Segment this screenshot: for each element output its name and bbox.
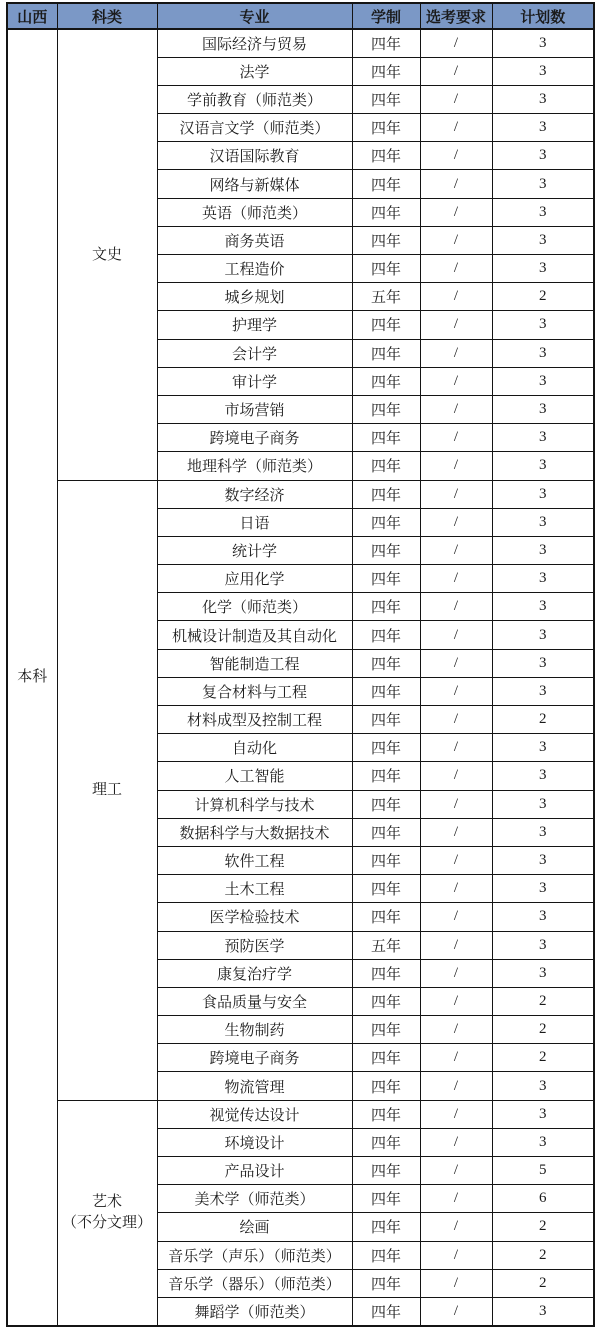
major-cell: 地理科学（师范类） bbox=[157, 452, 352, 480]
plan-count-cell: 3 bbox=[492, 536, 594, 564]
major-cell: 计算机科学与技术 bbox=[157, 790, 352, 818]
exam-req-cell: / bbox=[420, 987, 492, 1015]
col-header-exam-req: 选考要求 bbox=[420, 3, 492, 29]
duration-cell: 四年 bbox=[352, 1072, 420, 1100]
duration-cell: 四年 bbox=[352, 1213, 420, 1241]
plan-count-cell: 3 bbox=[492, 1072, 594, 1100]
plan-count-cell: 3 bbox=[492, 565, 594, 593]
category-cell bbox=[57, 480, 157, 1100]
duration-cell: 四年 bbox=[352, 29, 420, 57]
major-cell: 产品设计 bbox=[157, 1157, 352, 1185]
duration-cell: 四年 bbox=[352, 57, 420, 85]
table-header bbox=[7, 3, 594, 29]
duration-cell: 四年 bbox=[352, 621, 420, 649]
exam-req-cell: / bbox=[420, 1213, 492, 1241]
exam-req-cell: / bbox=[420, 226, 492, 254]
major-cell: 环境设计 bbox=[157, 1128, 352, 1156]
col-header-category: 科类 bbox=[57, 3, 157, 29]
exam-req-cell: / bbox=[420, 762, 492, 790]
exam-req-cell: / bbox=[420, 903, 492, 931]
exam-req-cell: / bbox=[420, 1157, 492, 1185]
category-label-line: （不分文理） bbox=[61, 1214, 152, 1231]
duration-cell: 四年 bbox=[352, 846, 420, 874]
major-cell: 跨境电子商务 bbox=[157, 424, 352, 452]
exam-req-cell: / bbox=[420, 508, 492, 536]
major-cell: 复合材料与工程 bbox=[157, 677, 352, 705]
major-cell: 生物制药 bbox=[157, 1016, 352, 1044]
major-cell: 音乐学（器乐）（师范类） bbox=[157, 1269, 352, 1297]
major-cell: 商务英语 bbox=[157, 226, 352, 254]
exam-req-cell: / bbox=[420, 1044, 492, 1072]
major-cell: 学前教育（师范类） bbox=[157, 85, 352, 113]
plan-count-cell: 3 bbox=[492, 790, 594, 818]
duration-cell: 四年 bbox=[352, 226, 420, 254]
plan-count-cell: 3 bbox=[492, 903, 594, 931]
duration-cell: 四年 bbox=[352, 395, 420, 423]
major-cell: 康复治疗学 bbox=[157, 959, 352, 987]
exam-req-cell: / bbox=[420, 593, 492, 621]
duration-cell: 四年 bbox=[352, 1128, 420, 1156]
duration-cell: 四年 bbox=[352, 706, 420, 734]
plan-count-cell: 3 bbox=[492, 480, 594, 508]
exam-req-cell: / bbox=[420, 818, 492, 846]
major-cell: 舞蹈学（师范类） bbox=[157, 1297, 352, 1325]
duration-cell: 四年 bbox=[352, 508, 420, 536]
exam-req-cell: / bbox=[420, 339, 492, 367]
major-cell: 网络与新媒体 bbox=[157, 170, 352, 198]
duration-cell: 四年 bbox=[352, 677, 420, 705]
plan-count-cell: 3 bbox=[492, 29, 594, 57]
plan-count-cell: 3 bbox=[492, 452, 594, 480]
category-label-line: 文史 bbox=[91, 246, 122, 263]
duration-cell: 四年 bbox=[352, 1157, 420, 1185]
major-cell: 人工智能 bbox=[157, 762, 352, 790]
exam-req-cell: / bbox=[420, 536, 492, 564]
plan-count-cell: 3 bbox=[492, 395, 594, 423]
major-cell: 应用化学 bbox=[157, 565, 352, 593]
plan-count-cell: 3 bbox=[492, 57, 594, 85]
plan-count-cell: 3 bbox=[492, 593, 594, 621]
duration-cell: 四年 bbox=[352, 536, 420, 564]
col-header-duration: 学制 bbox=[352, 3, 420, 29]
level-cell: 本科 bbox=[7, 29, 57, 1326]
duration-cell: 四年 bbox=[352, 255, 420, 283]
major-cell: 智能制造工程 bbox=[157, 649, 352, 677]
header-row bbox=[7, 3, 594, 29]
major-cell: 绘画 bbox=[157, 1213, 352, 1241]
category-cell bbox=[57, 29, 157, 480]
plan-count-cell: 3 bbox=[492, 734, 594, 762]
exam-req-cell: / bbox=[420, 198, 492, 226]
major-cell: 数字经济 bbox=[157, 480, 352, 508]
exam-req-cell: / bbox=[420, 170, 492, 198]
duration-cell: 四年 bbox=[352, 1100, 420, 1128]
plan-count-cell: 3 bbox=[492, 1100, 594, 1128]
major-cell: 工程造价 bbox=[157, 255, 352, 283]
exam-req-cell: / bbox=[420, 677, 492, 705]
exam-req-cell: / bbox=[420, 649, 492, 677]
col-header-major: 专业 bbox=[157, 3, 352, 29]
exam-req-cell: / bbox=[420, 1100, 492, 1128]
duration-cell: 四年 bbox=[352, 424, 420, 452]
exam-req-cell: / bbox=[420, 875, 492, 903]
plan-count-cell: 3 bbox=[492, 649, 594, 677]
exam-req-cell: / bbox=[420, 57, 492, 85]
exam-req-cell: / bbox=[420, 1269, 492, 1297]
duration-cell: 四年 bbox=[352, 452, 420, 480]
plan-count-cell: 3 bbox=[492, 1128, 594, 1156]
exam-req-cell: / bbox=[420, 1241, 492, 1269]
exam-req-cell: / bbox=[420, 846, 492, 874]
plan-count-cell: 3 bbox=[492, 255, 594, 283]
exam-req-cell: / bbox=[420, 621, 492, 649]
major-cell: 数据科学与大数据技术 bbox=[157, 818, 352, 846]
duration-cell: 四年 bbox=[352, 198, 420, 226]
plan-count-cell: 3 bbox=[492, 311, 594, 339]
exam-req-cell: / bbox=[420, 706, 492, 734]
plan-count-cell: 3 bbox=[492, 367, 594, 395]
major-cell: 物流管理 bbox=[157, 1072, 352, 1100]
plan-count-cell: 5 bbox=[492, 1157, 594, 1185]
exam-req-cell: / bbox=[420, 85, 492, 113]
exam-req-cell: / bbox=[420, 931, 492, 959]
plan-count-cell: 3 bbox=[492, 762, 594, 790]
plan-count-cell: 3 bbox=[492, 875, 594, 903]
col-header-province: 山西 bbox=[7, 3, 57, 29]
duration-cell: 四年 bbox=[352, 142, 420, 170]
major-cell: 统计学 bbox=[157, 536, 352, 564]
exam-req-cell: / bbox=[420, 565, 492, 593]
exam-req-cell: / bbox=[420, 734, 492, 762]
category-label-line: 艺术 bbox=[91, 1194, 122, 1211]
plan-count-cell: 3 bbox=[492, 339, 594, 367]
major-cell: 国际经济与贸易 bbox=[157, 29, 352, 57]
plan-count-cell: 2 bbox=[492, 1044, 594, 1072]
plan-count-cell: 3 bbox=[492, 959, 594, 987]
major-cell: 会计学 bbox=[157, 339, 352, 367]
exam-req-cell: / bbox=[420, 1297, 492, 1325]
major-cell: 医学检验技术 bbox=[157, 903, 352, 931]
duration-cell: 四年 bbox=[352, 311, 420, 339]
plan-count-cell: 3 bbox=[492, 170, 594, 198]
plan-count-cell: 3 bbox=[492, 846, 594, 874]
duration-cell: 四年 bbox=[352, 790, 420, 818]
major-cell: 跨境电子商务 bbox=[157, 1044, 352, 1072]
exam-req-cell: / bbox=[420, 452, 492, 480]
duration-cell: 五年 bbox=[352, 931, 420, 959]
duration-cell: 四年 bbox=[352, 1185, 420, 1213]
exam-req-cell: / bbox=[420, 255, 492, 283]
duration-cell: 四年 bbox=[352, 734, 420, 762]
admission-plan-table bbox=[6, 2, 595, 1327]
exam-req-cell: / bbox=[420, 1072, 492, 1100]
duration-cell: 四年 bbox=[352, 1241, 420, 1269]
major-cell: 视觉传达设计 bbox=[157, 1100, 352, 1128]
duration-cell: 四年 bbox=[352, 875, 420, 903]
duration-cell: 四年 bbox=[352, 1297, 420, 1325]
col-header-plan-count: 计划数 bbox=[492, 3, 594, 29]
exam-req-cell: / bbox=[420, 959, 492, 987]
plan-count-cell: 3 bbox=[492, 818, 594, 846]
major-cell: 英语（师范类） bbox=[157, 198, 352, 226]
major-cell: 审计学 bbox=[157, 367, 352, 395]
duration-cell: 五年 bbox=[352, 283, 420, 311]
exam-req-cell: / bbox=[420, 29, 492, 57]
duration-cell: 四年 bbox=[352, 480, 420, 508]
duration-cell: 四年 bbox=[352, 339, 420, 367]
major-cell: 法学 bbox=[157, 57, 352, 85]
plan-count-cell: 3 bbox=[492, 508, 594, 536]
plan-count-cell: 2 bbox=[492, 1213, 594, 1241]
category-label-line: 理工 bbox=[91, 781, 122, 798]
duration-cell: 四年 bbox=[352, 85, 420, 113]
major-cell: 预防医学 bbox=[157, 931, 352, 959]
exam-req-cell: / bbox=[420, 114, 492, 142]
category-cell bbox=[57, 1100, 157, 1326]
major-cell: 汉语国际教育 bbox=[157, 142, 352, 170]
duration-cell: 四年 bbox=[352, 1016, 420, 1044]
table-row bbox=[7, 1100, 594, 1128]
duration-cell: 四年 bbox=[352, 170, 420, 198]
major-cell: 市场营销 bbox=[157, 395, 352, 423]
major-cell: 机械设计制造及其自动化 bbox=[157, 621, 352, 649]
duration-cell: 四年 bbox=[352, 959, 420, 987]
major-cell: 软件工程 bbox=[157, 846, 352, 874]
duration-cell: 四年 bbox=[352, 1044, 420, 1072]
major-cell: 化学（师范类） bbox=[157, 593, 352, 621]
duration-cell: 四年 bbox=[352, 649, 420, 677]
table-row bbox=[7, 480, 594, 508]
exam-req-cell: / bbox=[420, 1185, 492, 1213]
major-cell: 土木工程 bbox=[157, 875, 352, 903]
table-body bbox=[7, 29, 594, 1326]
plan-count-cell: 3 bbox=[492, 424, 594, 452]
plan-count-cell: 3 bbox=[492, 85, 594, 113]
duration-cell: 四年 bbox=[352, 1269, 420, 1297]
exam-req-cell: / bbox=[420, 424, 492, 452]
exam-req-cell: / bbox=[420, 311, 492, 339]
plan-count-cell: 2 bbox=[492, 1269, 594, 1297]
duration-cell: 四年 bbox=[352, 818, 420, 846]
major-cell: 美术学（师范类） bbox=[157, 1185, 352, 1213]
plan-count-cell: 3 bbox=[492, 198, 594, 226]
duration-cell: 四年 bbox=[352, 593, 420, 621]
major-cell: 音乐学（声乐）（师范类） bbox=[157, 1241, 352, 1269]
exam-req-cell: / bbox=[420, 1128, 492, 1156]
duration-cell: 四年 bbox=[352, 114, 420, 142]
exam-req-cell: / bbox=[420, 480, 492, 508]
duration-cell: 四年 bbox=[352, 987, 420, 1015]
duration-cell: 四年 bbox=[352, 903, 420, 931]
plan-count-cell: 2 bbox=[492, 987, 594, 1015]
exam-req-cell: / bbox=[420, 283, 492, 311]
exam-req-cell: / bbox=[420, 367, 492, 395]
exam-req-cell: / bbox=[420, 1016, 492, 1044]
plan-count-cell: 3 bbox=[492, 931, 594, 959]
plan-count-cell: 2 bbox=[492, 283, 594, 311]
exam-req-cell: / bbox=[420, 790, 492, 818]
plan-count-cell: 3 bbox=[492, 621, 594, 649]
major-cell: 汉语言文学（师范类） bbox=[157, 114, 352, 142]
major-cell: 城乡规划 bbox=[157, 283, 352, 311]
major-cell: 材料成型及控制工程 bbox=[157, 706, 352, 734]
major-cell: 食品质量与安全 bbox=[157, 987, 352, 1015]
exam-req-cell: / bbox=[420, 142, 492, 170]
plan-count-cell: 3 bbox=[492, 142, 594, 170]
plan-count-cell: 6 bbox=[492, 1185, 594, 1213]
plan-count-cell: 3 bbox=[492, 226, 594, 254]
table-row bbox=[7, 29, 594, 57]
exam-req-cell: / bbox=[420, 395, 492, 423]
major-cell: 护理学 bbox=[157, 311, 352, 339]
duration-cell: 四年 bbox=[352, 565, 420, 593]
plan-count-cell: 2 bbox=[492, 1241, 594, 1269]
major-cell: 自动化 bbox=[157, 734, 352, 762]
plan-count-cell: 3 bbox=[492, 114, 594, 142]
plan-count-cell: 2 bbox=[492, 706, 594, 734]
plan-count-cell: 2 bbox=[492, 1016, 594, 1044]
plan-count-cell: 3 bbox=[492, 1297, 594, 1325]
duration-cell: 四年 bbox=[352, 367, 420, 395]
plan-count-cell: 3 bbox=[492, 677, 594, 705]
major-cell: 日语 bbox=[157, 508, 352, 536]
duration-cell: 四年 bbox=[352, 762, 420, 790]
